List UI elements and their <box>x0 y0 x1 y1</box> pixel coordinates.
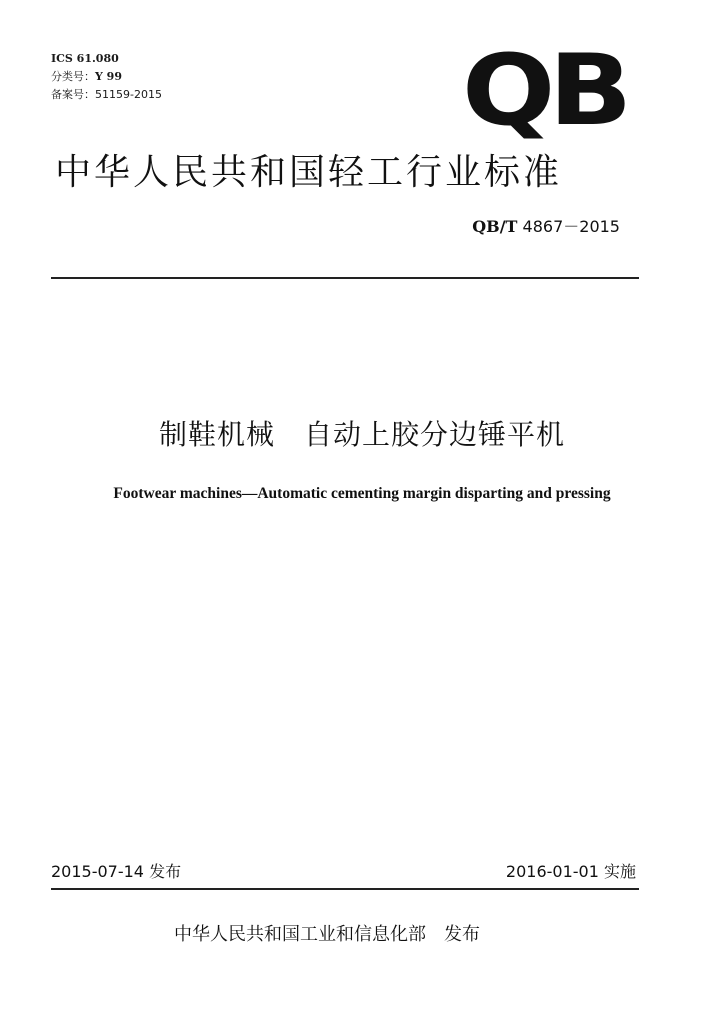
ics-code <box>51 50 162 68</box>
bottom-divider <box>51 888 639 890</box>
publisher: 中华人民共和国工业和信息化部 发布 <box>174 924 480 945</box>
record-label: 备案号： <box>51 88 95 101</box>
issue-date: 2015-07-14 发布 <box>51 862 182 881</box>
classification-number <box>51 68 162 86</box>
title-chinese: 制鞋机械 自动上胶分边锤平机 <box>158 418 565 451</box>
ics-code-text: ICS 61.080 <box>51 52 119 65</box>
classification-label: 分类号： <box>51 70 95 83</box>
implementation-date: 2016-01-01 实施 <box>505 862 636 881</box>
standard-number <box>472 216 620 238</box>
issuing-standard-category: 中华人民共和国轻工行业标准 <box>55 152 563 193</box>
qb-logo: QB <box>462 34 626 148</box>
standard-year-number: 4867－2015 <box>522 217 620 236</box>
record-number <box>51 86 162 104</box>
top-divider <box>51 277 639 279</box>
standard-metadata <box>51 50 162 104</box>
record-value: 51159-2015 <box>95 88 162 101</box>
title-english: Footwear machines—Automatic cementing margin disparting and pressing <box>113 485 611 502</box>
classification-value: Y 99 <box>95 70 122 83</box>
standard-code: QB/T <box>472 217 518 236</box>
